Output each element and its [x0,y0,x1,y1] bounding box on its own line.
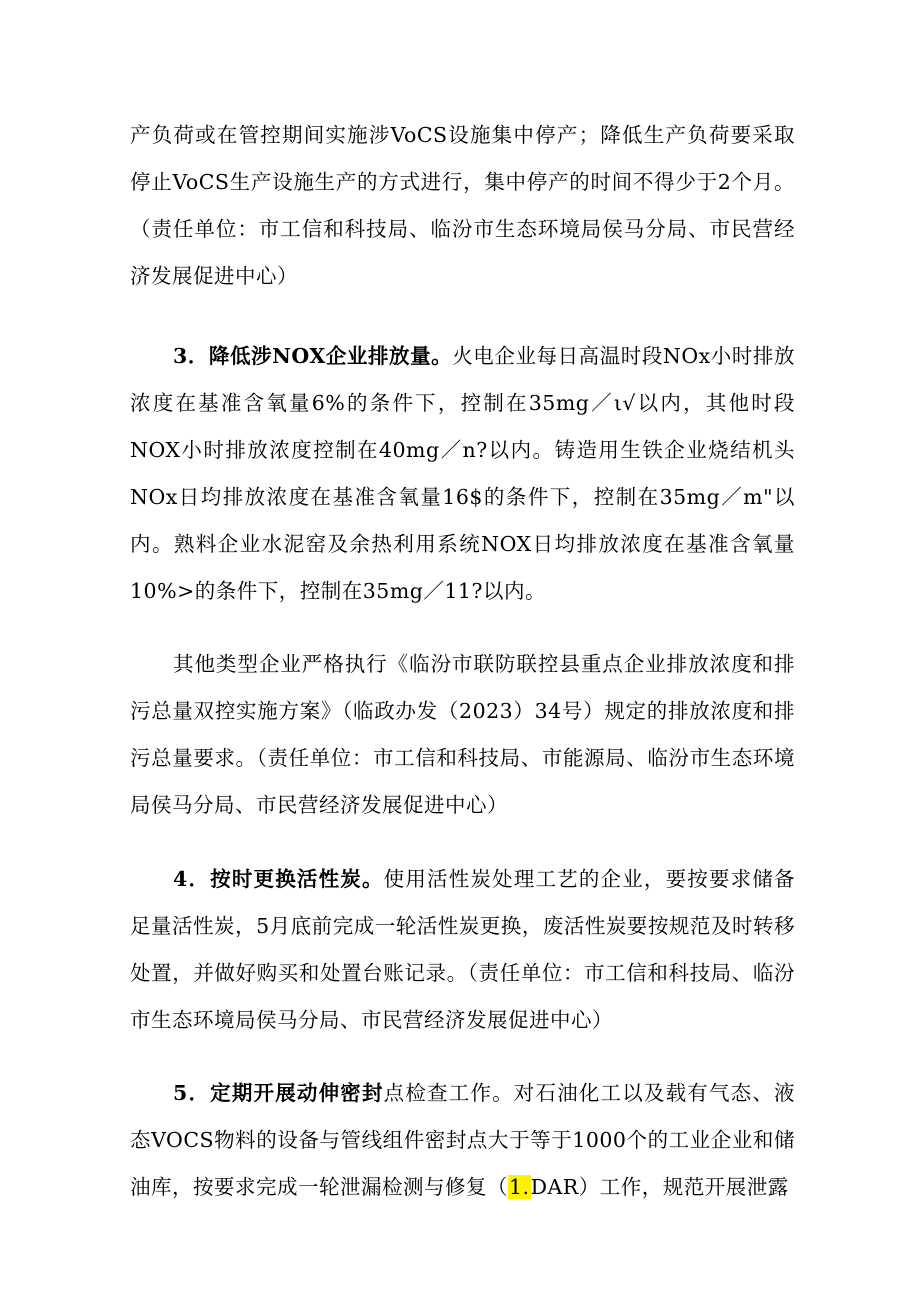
paragraph-2 [130,333,795,615]
paragraph-3 [130,641,795,829]
section-3-heading: 3．降低涉NOX企业排放量。 [173,344,453,368]
paragraph-5-text-before: 点检查工作。对石油化工以及载有气态、液态VOCS物料的设备与管线组件密封点大于等于1000个的工业企业和储油库，按要求完成一轮泄漏检测与修复（ [130,1081,796,1199]
section-4-heading: 4．按时更换活性炭。 [173,867,384,891]
highlighted-text: 1. [509,1175,530,1199]
paragraph-4-text: 使用活性炭处理工艺的企业，要按要求储备足量活性炭，5月底前完成一轮活性炭更换，废活性炭要按规范及时转移处置，并做好购买和处置台账记录。（责任单位：市工信和科技局、临汾市生态环境局侯马分局、市民营经济发展促进中心） [130,867,796,1032]
paragraph-4 [130,856,795,1044]
paragraph-5 [130,1070,795,1211]
paragraph-2-text: 火电企业每日高温时段NOx小时排放浓度在基准含氧量6%的条件下，控制在35mg／ι√以内，其他时段NOX小时排放浓度控制在40mg／n?以内。铸造用生铁企业烧结机头NOx日均排放浓度在基准含氧量16$的条件下，控制在35mg／m"以内。熟料企业水泥窑及余热利用系统NOX日均排放浓度在基准含氧量10%>的条件下，控制在35mg／11?以内。 [130,344,795,603]
paragraph-1-text: 产负荷或在管控期间实施涉VoCS设施集中停产；降低生产负荷要采取停止VoCS生产设施生产的方式进行，集中停产的时间不得少于2个月。（责任单位：市工信和科技局、临汾市生态环境局侯马分局、市民营经济发展促进中心） [130,123,795,288]
section-5-heading: 5．定期开展动伸密封 [173,1081,384,1105]
paragraph-3-text: 其他类型企业严格执行《临汾市联防联控县重点企业排放浓度和排污总量双控实施方案》（临政办发（2023）34号）规定的排放浓度和排污总量要求。（责任单位：市工信和科技局、市能源局、临汾市生态环境局侯马分局、市民营经济发展促进中心） [130,652,795,817]
paragraph-1 [130,112,795,300]
paragraph-5-text-after: DAR）工作，规范开展泄露 [530,1175,789,1199]
